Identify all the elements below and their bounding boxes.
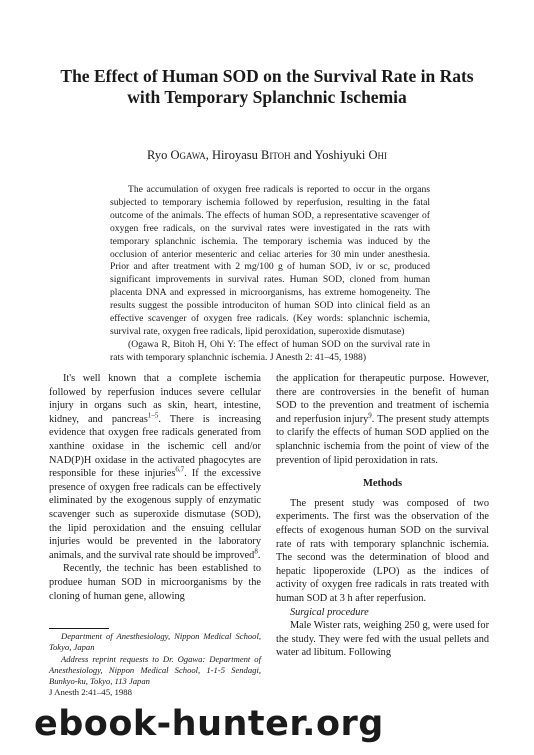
author-1-given: Ryo	[147, 148, 168, 162]
footnote-divider	[49, 628, 109, 629]
body-paragraph: Male Wister rats, weighing 250 g, were used for the study. They were fed with the usual pellets and water ad libitum. Following	[276, 620, 489, 659]
body-text: .	[257, 549, 261, 561]
author-1-family: Ogawa	[170, 148, 206, 162]
citation-ref: 9	[368, 411, 372, 420]
author-2-family: Bitoh	[260, 148, 291, 162]
body-text: . If the excessive presence of oxygen free radicals can be effectively eliminated by the exogenous supply of enzymatic scavenger such as superoxide dismutase (SOD), the lipid peroxidation and the ensuing cellular injuries would be prevented in the laboratory animals, and the survival rate should be improved	[49, 468, 262, 561]
section-heading-methods: Methods	[362, 478, 403, 490]
paper-title: The Effect of Human SOD on the Survival Rate in Rats with Temporary Splanchnic Ischemia	[60, 66, 474, 107]
citation-ref: 1–5	[147, 411, 159, 420]
body-text: It's well known that a complete ischemia followed by reperfusion induces severe cellular injury in organs such as skin, heart, intestine, kidney, and pancreas	[49, 373, 261, 425]
footnotes	[49, 631, 261, 687]
citation-ref: 6,7	[175, 465, 185, 474]
journal-reference: J Anesth 2:41–45, 1988	[49, 687, 133, 697]
footnote-affiliation: Department of Anesthesiology, Nippon Medical School, Tokyo, Japan	[49, 631, 261, 653]
author-separator: ,	[205, 148, 213, 162]
body-paragraph	[49, 372, 261, 562]
body-paragraph: Recently, the technic has been established to produee human SOD in microorganisms by the cloning of human gene, allowing	[49, 563, 261, 602]
body-text: the application for therapeutic purpose. However, there are controversies in the benefit of human SOD to the prevention and treatment of ischemia and reperfusion injury	[276, 373, 489, 425]
footnote-address: Address reprint requests to Dr. Ogawa: Department of Anesthesiology, Nippon Medical School, 1-1-5 Sendagi, Bunkyo-ku, Tokyo, 113 Japan	[49, 653, 261, 687]
author-3-given: Yoshiyuki	[314, 148, 366, 162]
watermark-logo: ebook-hunter.org	[34, 704, 384, 744]
subsection-heading-surgical: Surgical procedure	[290, 606, 369, 618]
body-paragraph: The present study was composed of two experiments. The first was the observation of the effects of exogenous human SOD on the survival rate of rats with temporary splanchnic ischemia. The second was the determination of blood and hepatic lipoperoxide (LPO) as the indices of activity of oxygen free radicals in rats treated with human SOD at 3 h after reperfusion.	[276, 497, 489, 604]
body-column-left	[49, 372, 261, 603]
abstract-citation: (Ogawa R, Bitoh H, Ohi Y: The effect of human SOD on the survival rate in rats with temporary splanchnic ischemia. J Anesth 2: 41–45, 1988)	[110, 338, 430, 363]
author-3-family: Ohi	[368, 148, 387, 162]
citation-ref: 8	[254, 547, 258, 556]
abstract-text: The accumulation of oxygen free radicals is reported to occur in the organs subjected to temporary ischemia followed by reperfusion, resulting in the fatal outcome of the animals. The effects of human SOD, a representative scavenger of oxygen free radicals, on the survival rates were investigated in the rats with temporary splanchnic ischemia. The temporary ischemia was induced by the occlusion of anterior mesenteric and celiac arteries for 30 min under anesthesia. Prior and after treatment with 2 mg/100 g of human SOD, iv or sc, produced significant improvements in survival rates. Human SOD, cloned from human placenta DNA and expressed in microorganisms, has extreme homogeneity. The results suggest the possible introduciton of human SOD into clinical field as an effective scavenger of oxygen free radicals. (Key words: splanchnic ischemia, survival rate, oxygen free radicals, lipid peroxidation, superoxide dismutase)	[110, 184, 430, 337]
author-separator: and	[290, 148, 315, 162]
author-list	[60, 148, 474, 163]
body-text: . The present study attempts to clarify the effects of human SOD applied on the splanchnic ischemia from the point of view of the prevention of lipid peroxidation in rats.	[276, 413, 489, 466]
author-2-given: Hiroyasu	[212, 148, 258, 162]
body-column-right	[276, 372, 489, 660]
body-text: . There is increasing evidence that oxygen free radicals generated from xanthine oxidase in the ischemic cell and/or NAD(P)H oxidase in the activated phagocytes are responsible for these injuries	[49, 413, 261, 480]
body-paragraph	[276, 372, 489, 467]
abstract	[110, 184, 430, 365]
